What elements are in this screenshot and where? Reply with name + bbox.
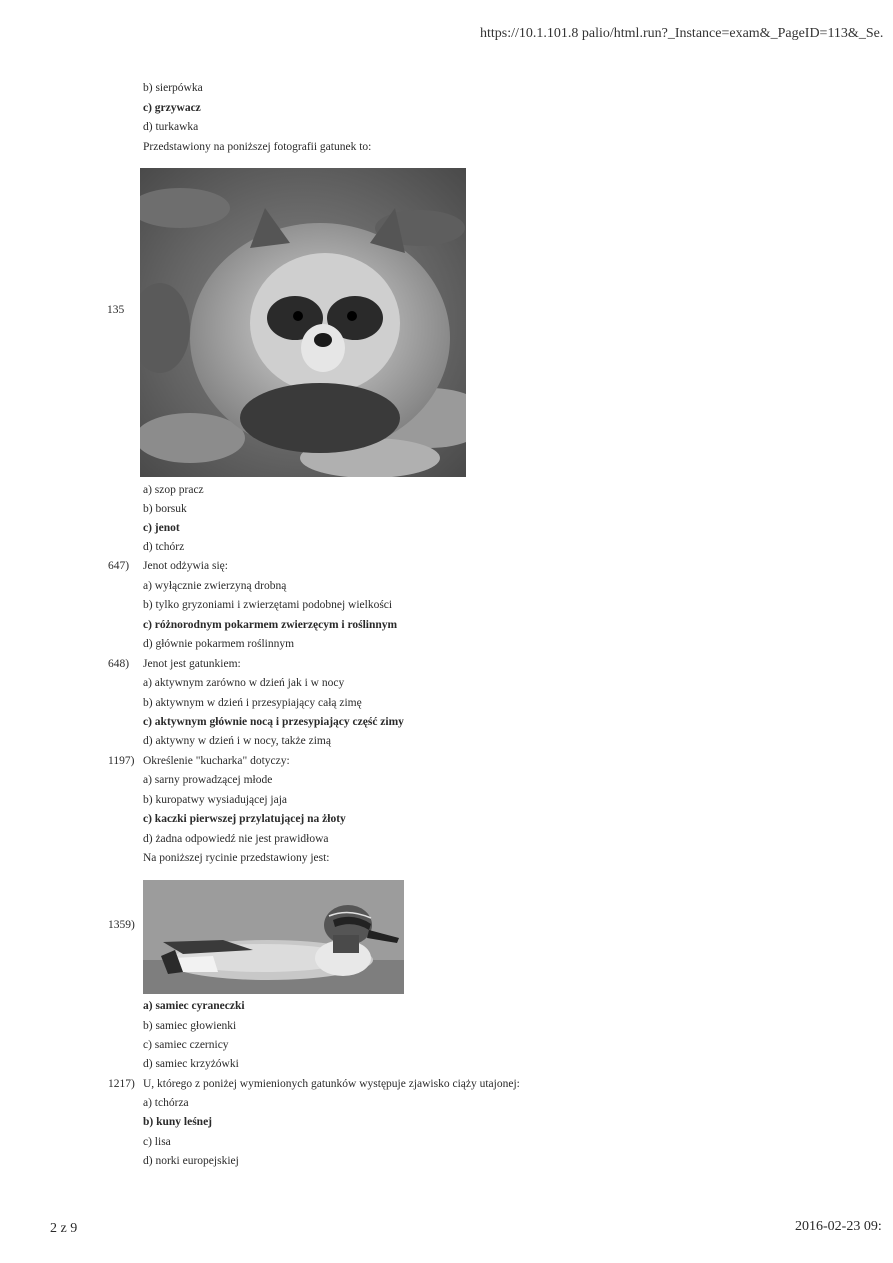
answer-option: d) aktywny w dzień i w nocy, także zimą: [143, 735, 331, 747]
question-text: Określenie "kucharka" dotyczy:: [143, 755, 290, 767]
answer-option: b) tylko gryzoniami i zwierzętami podobnej wielkości: [143, 599, 393, 611]
raccoon-dog-photo: [140, 168, 466, 477]
url-bar: https://10.1.101.8 palio/html.run?_Instance=exam&_PageID=113&_Se.: [480, 26, 884, 41]
answer-option: d) tchórz: [143, 541, 185, 553]
answer-option: d) turkawka: [143, 121, 199, 133]
correct-answer: c) kaczki pierwszej przylatującej na żłoty: [143, 813, 346, 825]
question-number: 1359): [108, 919, 135, 931]
question-text: Na poniższej rycinie przedstawiony jest:: [143, 852, 330, 864]
question-number: 1197): [108, 755, 135, 767]
answer-option: d) żadna odpowiedź nie jest prawidłowa: [143, 833, 329, 845]
answer-option: b) samiec głowienki: [143, 1020, 237, 1032]
answer-option: d) głównie pokarmem roślinnym: [143, 638, 295, 650]
correct-answer: b) kuny leśnej: [143, 1116, 213, 1128]
question-number: 1217): [108, 1078, 135, 1090]
question-number: 135: [107, 304, 125, 316]
answer-option: a) aktywnym zarówno w dzień jak i w nocy: [143, 677, 345, 689]
answer-option: a) szop pracz: [143, 484, 204, 496]
answer-option: b) borsuk: [143, 503, 187, 515]
question-number: 648): [108, 658, 130, 670]
question-text: Jenot jest gatunkiem:: [143, 658, 241, 670]
answer-option: a) sarny prowadzącej młode: [143, 774, 273, 786]
correct-answer: c) aktywnym głównie nocą i przesypiający część zimy: [143, 716, 404, 728]
answer-option: b) aktywnym w dzień i przesypiający całą zimę: [143, 697, 362, 709]
answer-option: d) norki europejskiej: [143, 1155, 239, 1167]
answer-option: d) samiec krzyżówki: [143, 1058, 239, 1070]
teal-duck-illustration: [143, 880, 404, 994]
correct-answer: c) różnorodnym pokarmem zwierzęcym i roślinnym: [143, 619, 398, 631]
correct-answer: c) jenot: [143, 522, 180, 534]
answer-option: b) kuropatwy wysiadującej jaja: [143, 794, 288, 806]
question-text: Przedstawiony na poniższej fotografii gatunek to:: [143, 141, 372, 153]
answer-option: a) tchórza: [143, 1097, 189, 1109]
question-text: Jenot odżywia się:: [143, 560, 228, 572]
page-counter: 2 z 9: [50, 1221, 78, 1236]
correct-answer: a) samiec cyraneczki: [143, 1000, 245, 1012]
print-datetime: 2016-02-23 09:: [795, 1219, 882, 1234]
question-text: U, którego z poniżej wymienionych gatunków występuje zjawisko ciąży utajonej:: [143, 1078, 520, 1090]
question-number: 647): [108, 560, 130, 572]
answer-option: c) samiec czernicy: [143, 1039, 229, 1051]
correct-answer: c) grzywacz: [143, 102, 201, 114]
answer-option: c) lisa: [143, 1136, 171, 1148]
answer-option: a) wyłącznie zwierzyną drobną: [143, 580, 287, 592]
answer-option: b) sierpówka: [143, 82, 203, 94]
